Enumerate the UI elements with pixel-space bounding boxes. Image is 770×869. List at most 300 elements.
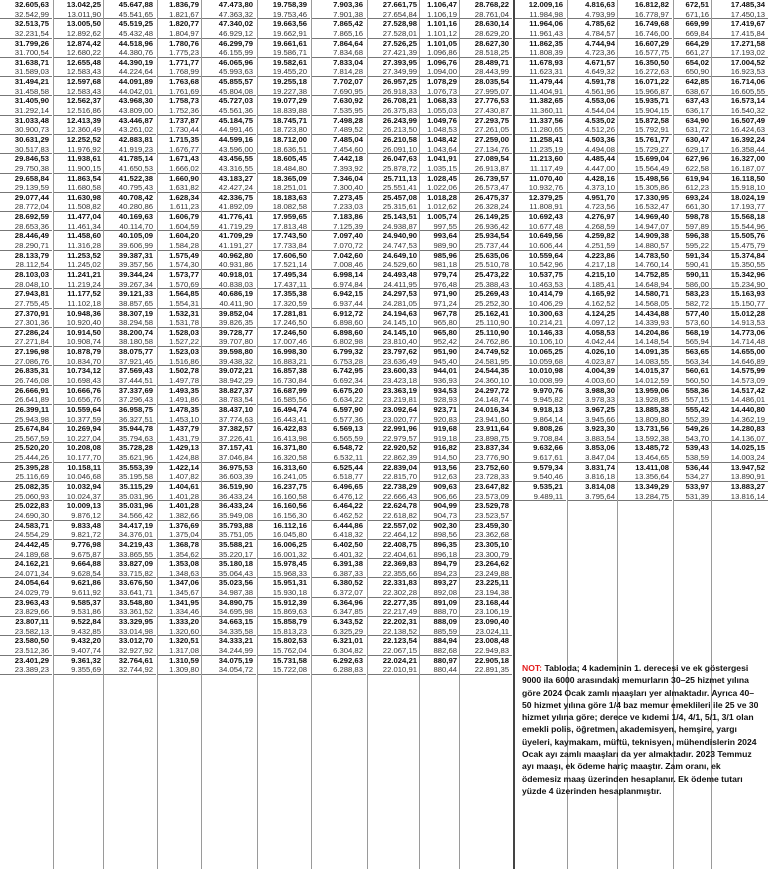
table-cell: 1.666,02 <box>158 164 202 174</box>
table-cell: 17.193,02 <box>712 48 768 58</box>
table-cell: 4.215,10 <box>585 269 615 279</box>
table-cell: 35.031,96 <box>104 492 156 502</box>
table-cell: 10.698,43 <box>54 376 104 386</box>
table-cell: 7.273,45 <box>333 192 363 202</box>
table-cell: 904,99 <box>433 501 457 511</box>
table-cell: 13.816,14 <box>712 492 768 502</box>
table-cell: 35.751,05 <box>202 530 256 540</box>
table-cell: 1.404,61 <box>169 482 199 492</box>
table-cell: 46.155,99 <box>202 48 256 58</box>
table-cell: 15.374,84 <box>730 250 765 260</box>
table-cell: 27.286,24 <box>14 327 49 337</box>
table-cell: 28.518,25 <box>460 48 512 58</box>
table-cell: 4.162,52 <box>568 299 618 309</box>
table-cell: 7.070,72 <box>312 241 366 251</box>
table-cell: 11.241,21 <box>67 269 101 279</box>
table-cell: 43.261,02 <box>104 125 156 135</box>
table-cell: 896,18 <box>420 550 460 560</box>
table-cell: 23.024,11 <box>460 627 512 637</box>
table-cell: 894,79 <box>433 559 457 569</box>
table-cell: 27.089,54 <box>474 154 509 164</box>
table-cell: 1.078,29 <box>427 77 457 87</box>
table-cell: 22.302,28 <box>368 588 420 598</box>
table-cell: 888,70 <box>420 607 460 617</box>
table-cell: 10.908,74 <box>54 337 104 347</box>
table-cell: 35.794,63 <box>104 434 156 444</box>
table-cell: 39.728,77 <box>218 327 253 337</box>
table-cell: 33.361,52 <box>104 607 156 617</box>
table-cell: 1.348,63 <box>158 569 202 579</box>
table-cell: 38.294,58 <box>104 318 156 328</box>
table-cell: 28.290,71 <box>0 241 52 251</box>
table-cell: 533,97 <box>685 482 709 492</box>
table-cell: 41.522,38 <box>118 173 153 183</box>
table-cell: 28.133,79 <box>14 250 49 260</box>
table-cell: 25.934,54 <box>474 231 509 241</box>
table-cell: 10.032,94 <box>66 482 101 492</box>
table-cell: 1.527,22 <box>158 337 202 347</box>
table-cell: 971,24 <box>420 299 460 309</box>
table-cell: 7.702,07 <box>333 77 363 87</box>
table-cell: 19.662,91 <box>258 29 310 39</box>
table-cell: 11.938,61 <box>67 154 101 164</box>
table-cell: 10.834,70 <box>54 357 104 367</box>
table-cell: 1.035,15 <box>420 164 460 174</box>
table-cell: 11.258,41 <box>529 134 563 144</box>
table-cell: 3.883,54 <box>568 434 618 444</box>
table-cell: 4.268,59 <box>568 222 618 232</box>
table-cell: 14.517,42 <box>730 385 765 395</box>
table-cell: 1.453,10 <box>158 415 202 425</box>
table-column <box>514 0 566 501</box>
table-cell: 4.003,60 <box>568 376 618 386</box>
table-cell: 10.463,53 <box>514 280 566 290</box>
table-cell: 1.763,68 <box>169 77 199 87</box>
table-cell: 35.115,29 <box>119 482 153 492</box>
table-cell: 598,78 <box>685 212 709 222</box>
table-cell: 10.177,70 <box>54 453 104 463</box>
table-cell: 13.928,85 <box>618 395 672 405</box>
table-cell: 919,68 <box>433 424 457 434</box>
table-cell: 31.494,21 <box>14 77 49 87</box>
table-cell: 1.574,30 <box>158 260 202 270</box>
table-cell: 13.464,65 <box>618 453 672 463</box>
table-cell: 11.964,06 <box>529 19 563 29</box>
table-cell: 10.227,04 <box>54 434 104 444</box>
table-cell: 38.437,10 <box>218 404 253 414</box>
table-cell: 629,17 <box>674 145 712 155</box>
table-cell: 18.484,80 <box>258 164 310 174</box>
table-cell: 1.345,67 <box>158 588 202 598</box>
table-cell: 4.058,53 <box>585 327 615 337</box>
table-cell: 6.753,28 <box>312 357 366 367</box>
table-cell: 14.025,15 <box>730 443 765 453</box>
table-cell: 4.723,36 <box>568 48 618 58</box>
table-cell: 934,53 <box>433 385 457 395</box>
table-cell: 40.686,19 <box>218 289 253 299</box>
table-cell: 17.281,81 <box>272 308 307 318</box>
table-cell: 13.731,56 <box>634 424 669 434</box>
table-cell: 14.646,89 <box>712 357 768 367</box>
table-cell: 35.064,43 <box>202 569 256 579</box>
table-cell: 27.661,75 <box>382 0 417 9</box>
table-cell: 10.106,10 <box>514 337 566 347</box>
table-cell: 4.784,57 <box>568 29 618 39</box>
table-cell: 16.532,47 <box>618 202 672 212</box>
table-cell: 37.921,46 <box>104 357 156 367</box>
table-cell: 19.586,71 <box>258 48 310 58</box>
table-cell: 13.592,38 <box>618 434 672 444</box>
table-cell: 3.795,64 <box>568 492 618 502</box>
table-cell: 557,15 <box>674 395 712 405</box>
table-cell: 534,27 <box>674 472 712 482</box>
table-cell: 46.065,96 <box>218 57 253 67</box>
column-divider <box>513 0 515 869</box>
table-cell: 4.023,87 <box>568 357 618 367</box>
table-cell: 25.116,69 <box>0 472 52 482</box>
table-cell: 26.918,33 <box>368 87 420 97</box>
table-cell: 26.739,57 <box>474 173 509 183</box>
table-cell: 1.768,99 <box>158 67 202 77</box>
table-cell: 1.502,78 <box>169 366 199 376</box>
table-cell: 1.354,62 <box>158 550 202 560</box>
table-cell: 15.872,58 <box>634 115 669 125</box>
table-cell: 22.202,31 <box>382 617 417 626</box>
table-cell: 15.305,86 <box>618 183 672 193</box>
table-cell: 16.507,49 <box>730 115 765 125</box>
table-cell: 9.708,84 <box>514 434 566 444</box>
table-cell: 985,96 <box>433 250 457 260</box>
table-cell: 3.945,66 <box>568 415 618 425</box>
table-cell: 11.900,15 <box>54 164 104 174</box>
table-cell: 24.554,29 <box>0 530 52 540</box>
table-cell: 35.944,78 <box>118 424 153 434</box>
table-cell: 28.489,71 <box>474 57 509 67</box>
table-cell: 1.317,08 <box>158 646 202 656</box>
table-cell: 13.005,50 <box>66 19 101 29</box>
table-cell: 12.562,37 <box>66 96 101 106</box>
table-cell: 539,43 <box>685 443 709 453</box>
table-cell: 14.880,57 <box>618 241 672 251</box>
table-cell: 12.516,86 <box>54 106 104 116</box>
table-cell: 24.148,74 <box>460 395 512 405</box>
table-cell: 13.485,72 <box>634 443 669 453</box>
table-cell: 913,56 <box>433 462 457 472</box>
table-cell: 16.812,82 <box>634 0 669 9</box>
table-cell: 9.664,88 <box>71 559 101 569</box>
table-cell: 18.251,01 <box>258 183 310 193</box>
table-cell: 945,40 <box>420 357 460 367</box>
table-cell: 16.573,14 <box>730 96 765 106</box>
table-cell: 6.974,84 <box>312 280 366 290</box>
table-cell: 7.814,28 <box>312 67 366 77</box>
table-cell: 26.091,10 <box>368 145 420 155</box>
table-cell: 7.833,04 <box>333 57 363 67</box>
table-cell: 10.656,76 <box>54 395 104 405</box>
table-cell: 891,09 <box>433 597 457 607</box>
table-cell: 9.621,86 <box>71 578 101 588</box>
table-cell: 7.346,04 <box>333 173 363 183</box>
table-cell: 6.325,29 <box>312 627 366 637</box>
note-label: NOT: <box>522 663 543 673</box>
table-cell: 15.234,90 <box>712 280 768 290</box>
table-cell: 10.537,75 <box>528 269 563 279</box>
table-cell: 1.575,49 <box>169 250 199 260</box>
table-cell: 4.649,32 <box>568 67 618 77</box>
table-cell: 12.583,43 <box>54 87 104 97</box>
table-cell: 23.459,30 <box>474 520 509 530</box>
table-cell: 622,58 <box>674 164 712 174</box>
table-cell: 1.516,86 <box>158 357 202 367</box>
table-cell: 44.599,16 <box>218 134 253 144</box>
table-cell: 23.092,64 <box>382 404 417 414</box>
table-cell: 1.106,19 <box>420 10 460 20</box>
table-cell: 981,18 <box>420 260 460 270</box>
table-cell: 14.091,35 <box>634 347 669 357</box>
table-cell: 669,99 <box>685 19 709 29</box>
table-cell: 45.727,03 <box>218 96 253 106</box>
table-cell: 15.722,08 <box>258 665 310 675</box>
table-cell: 16.746,00 <box>618 29 672 39</box>
table-cell: 10.269,94 <box>66 424 101 434</box>
table-cell: 15.966,87 <box>618 87 672 97</box>
table-cell: 37.774,63 <box>202 415 256 425</box>
table-cell: 11.477,04 <box>67 212 101 222</box>
table-cell: 1.523,03 <box>169 347 199 357</box>
table-cell: 672,51 <box>685 0 709 9</box>
table-cell: 15.544,96 <box>712 222 768 232</box>
table-cell: 18.712,00 <box>272 134 307 144</box>
table-cell: 912,63 <box>420 472 460 482</box>
table-cell: 9.808,26 <box>533 424 563 434</box>
table-cell: 989,90 <box>420 241 460 251</box>
table-cell: 1.341,95 <box>169 597 199 607</box>
table-cell: 31.458,58 <box>0 87 52 97</box>
table-cell: 25.082,35 <box>14 482 49 492</box>
table-cell: 6.476,12 <box>312 492 366 502</box>
table-cell: 9.611,92 <box>54 588 104 598</box>
table-cell: 16.857,38 <box>272 366 307 376</box>
table-cell: 590,41 <box>674 260 712 270</box>
table-cell: 26.573,47 <box>460 183 512 193</box>
table-cell: 28.446,49 <box>14 231 49 241</box>
table-cell: 22.557,02 <box>382 520 417 530</box>
table-cell: 555,42 <box>685 404 709 414</box>
table-cell: 885,59 <box>420 627 460 637</box>
table-cell: 23.810,40 <box>368 337 420 347</box>
table-cell: 9.531,86 <box>54 607 104 617</box>
table-cell: 37.569,43 <box>118 366 153 376</box>
table-cell: 28.035,54 <box>474 77 509 87</box>
table-cell: 4.042,44 <box>568 337 618 347</box>
table-cell: 28.692,59 <box>14 212 49 222</box>
table-cell: 14.136,07 <box>712 434 768 444</box>
table-cell: 16.156,30 <box>258 511 310 521</box>
table-cell: 538,59 <box>674 453 712 463</box>
table-cell: 6.569,13 <box>333 424 363 434</box>
table-cell: 3.814,08 <box>585 482 615 492</box>
table-cell: 18.024,19 <box>730 192 765 202</box>
table-cell: 25.110,90 <box>460 318 512 328</box>
table-cell: 27.995,07 <box>460 87 512 97</box>
table-cell: 25.444,26 <box>0 453 52 463</box>
table-cell: 14.083,55 <box>618 357 672 367</box>
table-cell: 892,08 <box>420 588 460 598</box>
table-cell: 6.496,65 <box>333 482 363 492</box>
table-cell: 591,34 <box>685 250 709 260</box>
table-cell: 10.920,40 <box>54 318 104 328</box>
table-cell: 669,84 <box>674 29 712 39</box>
table-cell: 24.297,72 <box>474 385 509 395</box>
table-cell: 6.912,72 <box>333 308 363 318</box>
table-cell: 14.003,24 <box>712 453 768 463</box>
table-cell: 29.077,44 <box>14 192 49 202</box>
table-cell: 10.010,98 <box>528 366 563 376</box>
table-cell: 19.455,20 <box>258 67 310 77</box>
table-cell: 15.918,10 <box>712 183 768 193</box>
table-cell: 10.948,36 <box>66 308 101 318</box>
table-cell: 1.106,47 <box>427 0 457 9</box>
table-cell: 27.301,36 <box>0 318 52 328</box>
table-cell: 1.005,74 <box>427 212 457 222</box>
table-cell: 7.901,38 <box>312 10 366 20</box>
table-cell: 12.874,42 <box>66 38 101 48</box>
table-column <box>54 0 104 675</box>
table-cell: 896,35 <box>433 539 457 549</box>
note-box <box>520 660 764 799</box>
table-cell: 25.711,13 <box>383 173 417 183</box>
table-cell: 7.300,40 <box>312 183 366 193</box>
table-cell: 37.337,69 <box>118 385 153 395</box>
table-cell: 33.548,80 <box>118 597 153 607</box>
table-cell: 14.280,83 <box>730 424 765 434</box>
table-cell: 914,50 <box>420 453 460 463</box>
table-cell: 14.573,09 <box>712 376 768 386</box>
table-cell: 18.745,71 <box>272 115 307 125</box>
table-cell: 10.377,59 <box>54 415 104 425</box>
table-cell: 33.641,71 <box>104 588 156 598</box>
table-cell: 11.404,91 <box>514 87 566 97</box>
table-cell: 1.820,77 <box>169 19 199 29</box>
table-cell: 3.923,30 <box>585 424 615 434</box>
table-cell: 894,23 <box>420 569 460 579</box>
table-cell: 9.970,76 <box>533 385 563 395</box>
table-cell: 16.577,75 <box>618 48 672 58</box>
table-cell: 16.540,32 <box>712 106 768 116</box>
table-cell: 26.475,37 <box>474 192 509 202</box>
table-cell: 22.408,75 <box>382 539 417 549</box>
table-cell: 17.419,67 <box>730 19 765 29</box>
table-cell: 35.023,56 <box>218 578 253 588</box>
table-cell: 38.307,19 <box>118 308 153 318</box>
table-cell: 1.309,80 <box>158 665 202 675</box>
table-cell: 9.355,69 <box>54 665 104 675</box>
table-cell: 16.749,68 <box>634 19 669 29</box>
table-cell: 4.217,18 <box>568 260 618 270</box>
table-cell: 24.071,34 <box>0 569 52 579</box>
table-cell: 24.749,52 <box>474 347 509 357</box>
table-cell: 36.958,75 <box>118 404 153 414</box>
table-cell: 26.957,25 <box>382 77 417 87</box>
table-cell: 26.399,11 <box>15 404 49 414</box>
table-cell: 14.568,05 <box>618 299 672 309</box>
table-cell: 32.513,75 <box>14 19 49 29</box>
column-divider <box>459 0 460 869</box>
table-cell: 23.219,81 <box>368 395 420 405</box>
table-cell: 30.900,73 <box>0 125 52 135</box>
table-cell: 1.611,23 <box>158 202 202 212</box>
table-cell: 7.485,04 <box>333 134 363 144</box>
table-cell: 7.865,16 <box>312 29 366 39</box>
table-cell: 586,00 <box>674 280 712 290</box>
table-column <box>420 0 460 675</box>
table-cell: 16.001,32 <box>258 550 310 560</box>
table-cell: 27.755,45 <box>0 299 52 309</box>
table-cell: 12.655,48 <box>66 57 101 67</box>
table-cell: 16.237,75 <box>272 482 307 492</box>
table-cell: 6.401,32 <box>312 550 366 560</box>
table-cell: 39.438,32 <box>202 357 256 367</box>
table-cell: 14.012,59 <box>618 376 672 386</box>
table-cell: 17.521,14 <box>258 260 310 270</box>
table-cell: 15.150,77 <box>712 299 768 309</box>
table-column <box>712 0 768 501</box>
table-cell: 6.518,77 <box>312 472 366 482</box>
table-cell: 39.826,35 <box>202 318 256 328</box>
table-cell: 30.517,83 <box>0 145 52 155</box>
table-cell: 22.905,18 <box>474 655 509 665</box>
table-cell: 27.528,01 <box>368 29 420 39</box>
table-cell: 9.617,61 <box>514 453 566 463</box>
table-cell: 14.760,14 <box>618 260 672 270</box>
table-cell: 15.498,56 <box>634 173 669 183</box>
table-cell: 1.836,79 <box>169 0 199 9</box>
table-cell: 15.564,49 <box>618 164 672 174</box>
table-cell: 967,78 <box>433 308 457 318</box>
table-column <box>202 0 256 675</box>
table-cell: 577,40 <box>685 308 709 318</box>
table-cell: 10.065,25 <box>528 347 563 357</box>
table-cell: 565,94 <box>674 337 712 347</box>
table-cell: 43.446,87 <box>118 115 153 125</box>
table-cell: 6.418,32 <box>312 530 366 540</box>
table-cell: 17.495,34 <box>272 269 307 279</box>
table-cell: 14.580,71 <box>634 289 669 299</box>
table-cell: 26.835,31 <box>14 366 49 376</box>
table-cell: 22.991,96 <box>382 424 417 434</box>
table-cell: 9.432,85 <box>54 627 104 637</box>
table-cell: 10.932,76 <box>514 183 566 193</box>
table-column <box>312 0 366 675</box>
table-cell: 979,74 <box>433 269 457 279</box>
table-cell: 19.077,29 <box>272 96 307 106</box>
table-cell: 18.365,09 <box>272 173 307 183</box>
table-cell: 10.414,79 <box>528 289 563 299</box>
table-cell: 1.101,12 <box>420 29 460 39</box>
table-cell: 13.959,06 <box>634 385 669 395</box>
table-cell: 11.461,34 <box>54 222 104 232</box>
table-cell: 1.320,60 <box>158 627 202 637</box>
table-cell: 24.281,05 <box>368 299 420 309</box>
table-cell: 15.163,93 <box>730 289 765 299</box>
table-cell: 34.695,98 <box>202 607 256 617</box>
table-cell: 23.728,33 <box>460 472 512 482</box>
table-cell: 22.217,49 <box>368 607 420 617</box>
table-cell: 10.692,43 <box>528 212 563 222</box>
table-cell: 23.249,88 <box>460 569 512 579</box>
table-cell: 14.339,93 <box>618 318 672 328</box>
table-cell: 43.968,30 <box>118 96 153 106</box>
